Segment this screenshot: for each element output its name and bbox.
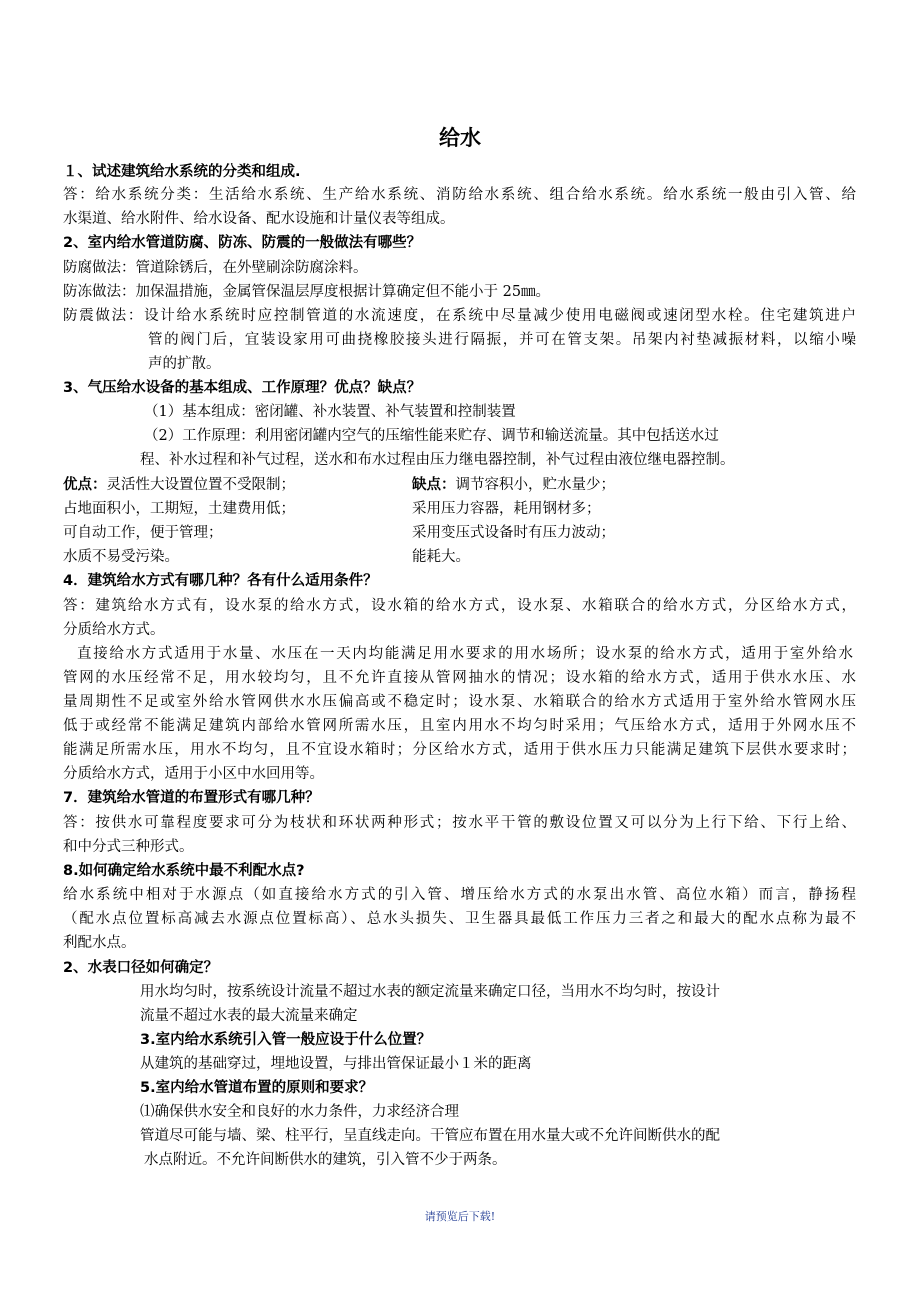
layout-line2: 管道尽可能与墙、梁、柱平行，呈直线走向。干管应布置在用水量大或不允许间断供水的配 [140, 1128, 720, 1144]
q4-para-line2: 管网的水压经常不足，用水较均匀，且不允许直接从管网抽水的情况；设水箱的给水方式，适用于供水水压、水 [63, 670, 856, 686]
q1-heading: １、试述建筑给水系统的分类和组成. [63, 164, 301, 180]
pros-item: 灵活性大设置位置不受限制； [106, 477, 295, 493]
cons-item: 调节容积小，贮水量少； [455, 477, 615, 493]
q4-para-line3: 量周期性不足或室外给水管网供水水压偏高或不稳定时；设水泵、水箱联合的给水方式适用于室外给水管网水压 [63, 694, 856, 710]
q1-answer-line2: 水渠道、给水附件、给水设备、配水设施和计量仪表等组成。 [63, 211, 455, 227]
q3-line1: （1）基本组成：密闭罐、补水装置、补气装置和控制装置 [144, 404, 516, 420]
footer-note: 请预览后下载! [424, 1210, 496, 1223]
q7-heading: 7．建筑给水管道的布置形式有哪几种？ [63, 790, 320, 806]
q4-answer-line1: 答：建筑给水方式有，设水泵的给水方式，设水箱的给水方式，设水泵、水箱联合的给水方式，分区给水方式， [63, 598, 856, 614]
meter-heading: 2、水表口径如何确定？ [63, 960, 219, 976]
layout-line3: 水点附近。不允许间断供水的建筑，引入管不少于两条。 [144, 1152, 507, 1168]
cons-label: 缺点： [412, 477, 456, 493]
layout-line1: ⑴确保供水安全和良好的水力条件，力求经济合理 [140, 1104, 459, 1120]
layout-heading: 5.室内给水管道布置的原则和要求？ [140, 1080, 374, 1096]
q3-line2: （2）工作原理：利用密闭罐内空气的压缩性能来贮存、调节和输送流量。其中包括送水过 [144, 428, 719, 444]
q2-line3: 防震做法：设计给水系统时应控制管道的水流速度，在系统中尽量减少使用电磁阀或速闭型水栓。住宅建筑进户 [63, 308, 856, 324]
page-title: 给水 [439, 126, 481, 150]
q3-line3: 程、补水过程和补气过程，送水和布水过程由压力继电器控制，补气过程由液位继电器控制。 [140, 452, 735, 468]
q7-answer-line2: 和中分式三种形式。 [63, 839, 194, 855]
q2-line2: 防冻做法：加保温措施，金属管保温层厚度根据计算确定但不能小于 25㎜。 [63, 284, 551, 300]
meter-answer-line1: 用水均匀时，按系统设计流量不超过水表的额定流量来确定口径，当用水不均匀时，按设计 [140, 984, 720, 1000]
cons-item: 采用压力容器，耗用钢材多； [412, 501, 601, 517]
q2-line4: 管的阀门后，宜装设家用可曲挠橡胶接头进行隔振，并可在管支架。吊架内衬垫减振材料，以缩小噪 [148, 332, 856, 348]
q7-answer-line1: 答：按供水可靠程度要求可分为枝状和环状两种形式；按水平干管的敷设位置又可以分为上行下给、下行上给、 [63, 815, 856, 831]
q8-answer-line1: 给水系统中相对于水源点（如直接给水方式的引入管、增压给水方式的水泵出水管、高位水箱）而言，静扬程 [63, 887, 856, 903]
q1-answer-line1: 答：给水系统分类：生活给水系统、生产给水系统、消防给水系统、组合给水系统。给水系统一般由引入管、给 [63, 187, 856, 203]
cons-item: 能耗大。 [412, 549, 470, 565]
q8-heading: 8.如何确定给水系统中最不利配水点? [63, 863, 305, 879]
q4-heading: 4．建筑给水方式有哪几种？各有什么适用条件？ [63, 573, 378, 589]
pros-item: 水质不易受污染。 [63, 549, 179, 565]
pros-row1 [63, 474, 295, 497]
q2-line5: 声的扩散。 [148, 356, 221, 372]
pros-label: 优点： [63, 477, 107, 493]
q8-answer-line3: 利配水点。 [63, 935, 136, 951]
q4-para-line5: 能满足所需水压，用水不均匀，且不宜设水箱时；分区给水方式，适用于供水压力只能满足建筑下层供水要求时； [63, 742, 856, 758]
q2-line1: 防腐做法：管道除锈后，在外壁刷涂防腐涂料。 [63, 260, 368, 276]
cons-item: 采用变压式设备时有压力波动； [412, 525, 615, 541]
inlet-answer: 从建筑的基础穿过，埋地设置，与排出管保证最小１米的距离 [140, 1056, 532, 1072]
cons-row1 [412, 474, 615, 497]
q8-answer-line2: （配水点位置标高减去水源点位置标高）、总水头损失、卫生器具最低工作压力三者之和最大的配水点称为最不 [63, 911, 856, 927]
meter-answer-line2: 流量不超过水表的最大流量来确定 [140, 1008, 358, 1024]
q2-heading: 2、室内给水管道防腐、防冻、防震的一般做法有哪些？ [63, 235, 422, 251]
inlet-heading: 3.室内给水系统引入管一般应设于什么位置？ [140, 1032, 432, 1048]
q3-heading: 3、气压给水设备的基本组成、工作原理？优点？缺点？ [63, 380, 422, 396]
pros-item: 占地面积小，工期短，土建费用低； [63, 501, 295, 517]
pros-item: 可自动工作，便于管理； [63, 525, 223, 541]
q4-para-line1: 直接给水方式适用于水量、水压在一天内均能满足用水要求的用水场所；设水泵的给水方式，适用于室外给水 [77, 646, 853, 662]
q4-para-line6: 分质给水方式，适用于小区中水回用等。 [63, 766, 324, 782]
q4-answer-line2: 分质给水方式。 [63, 622, 165, 638]
q4-para-line4: 低于或经常不能满足建筑内部给水管网所需水压，且室内用水不均匀时采用；气压给水方式，适用于外网水压不 [63, 718, 856, 734]
